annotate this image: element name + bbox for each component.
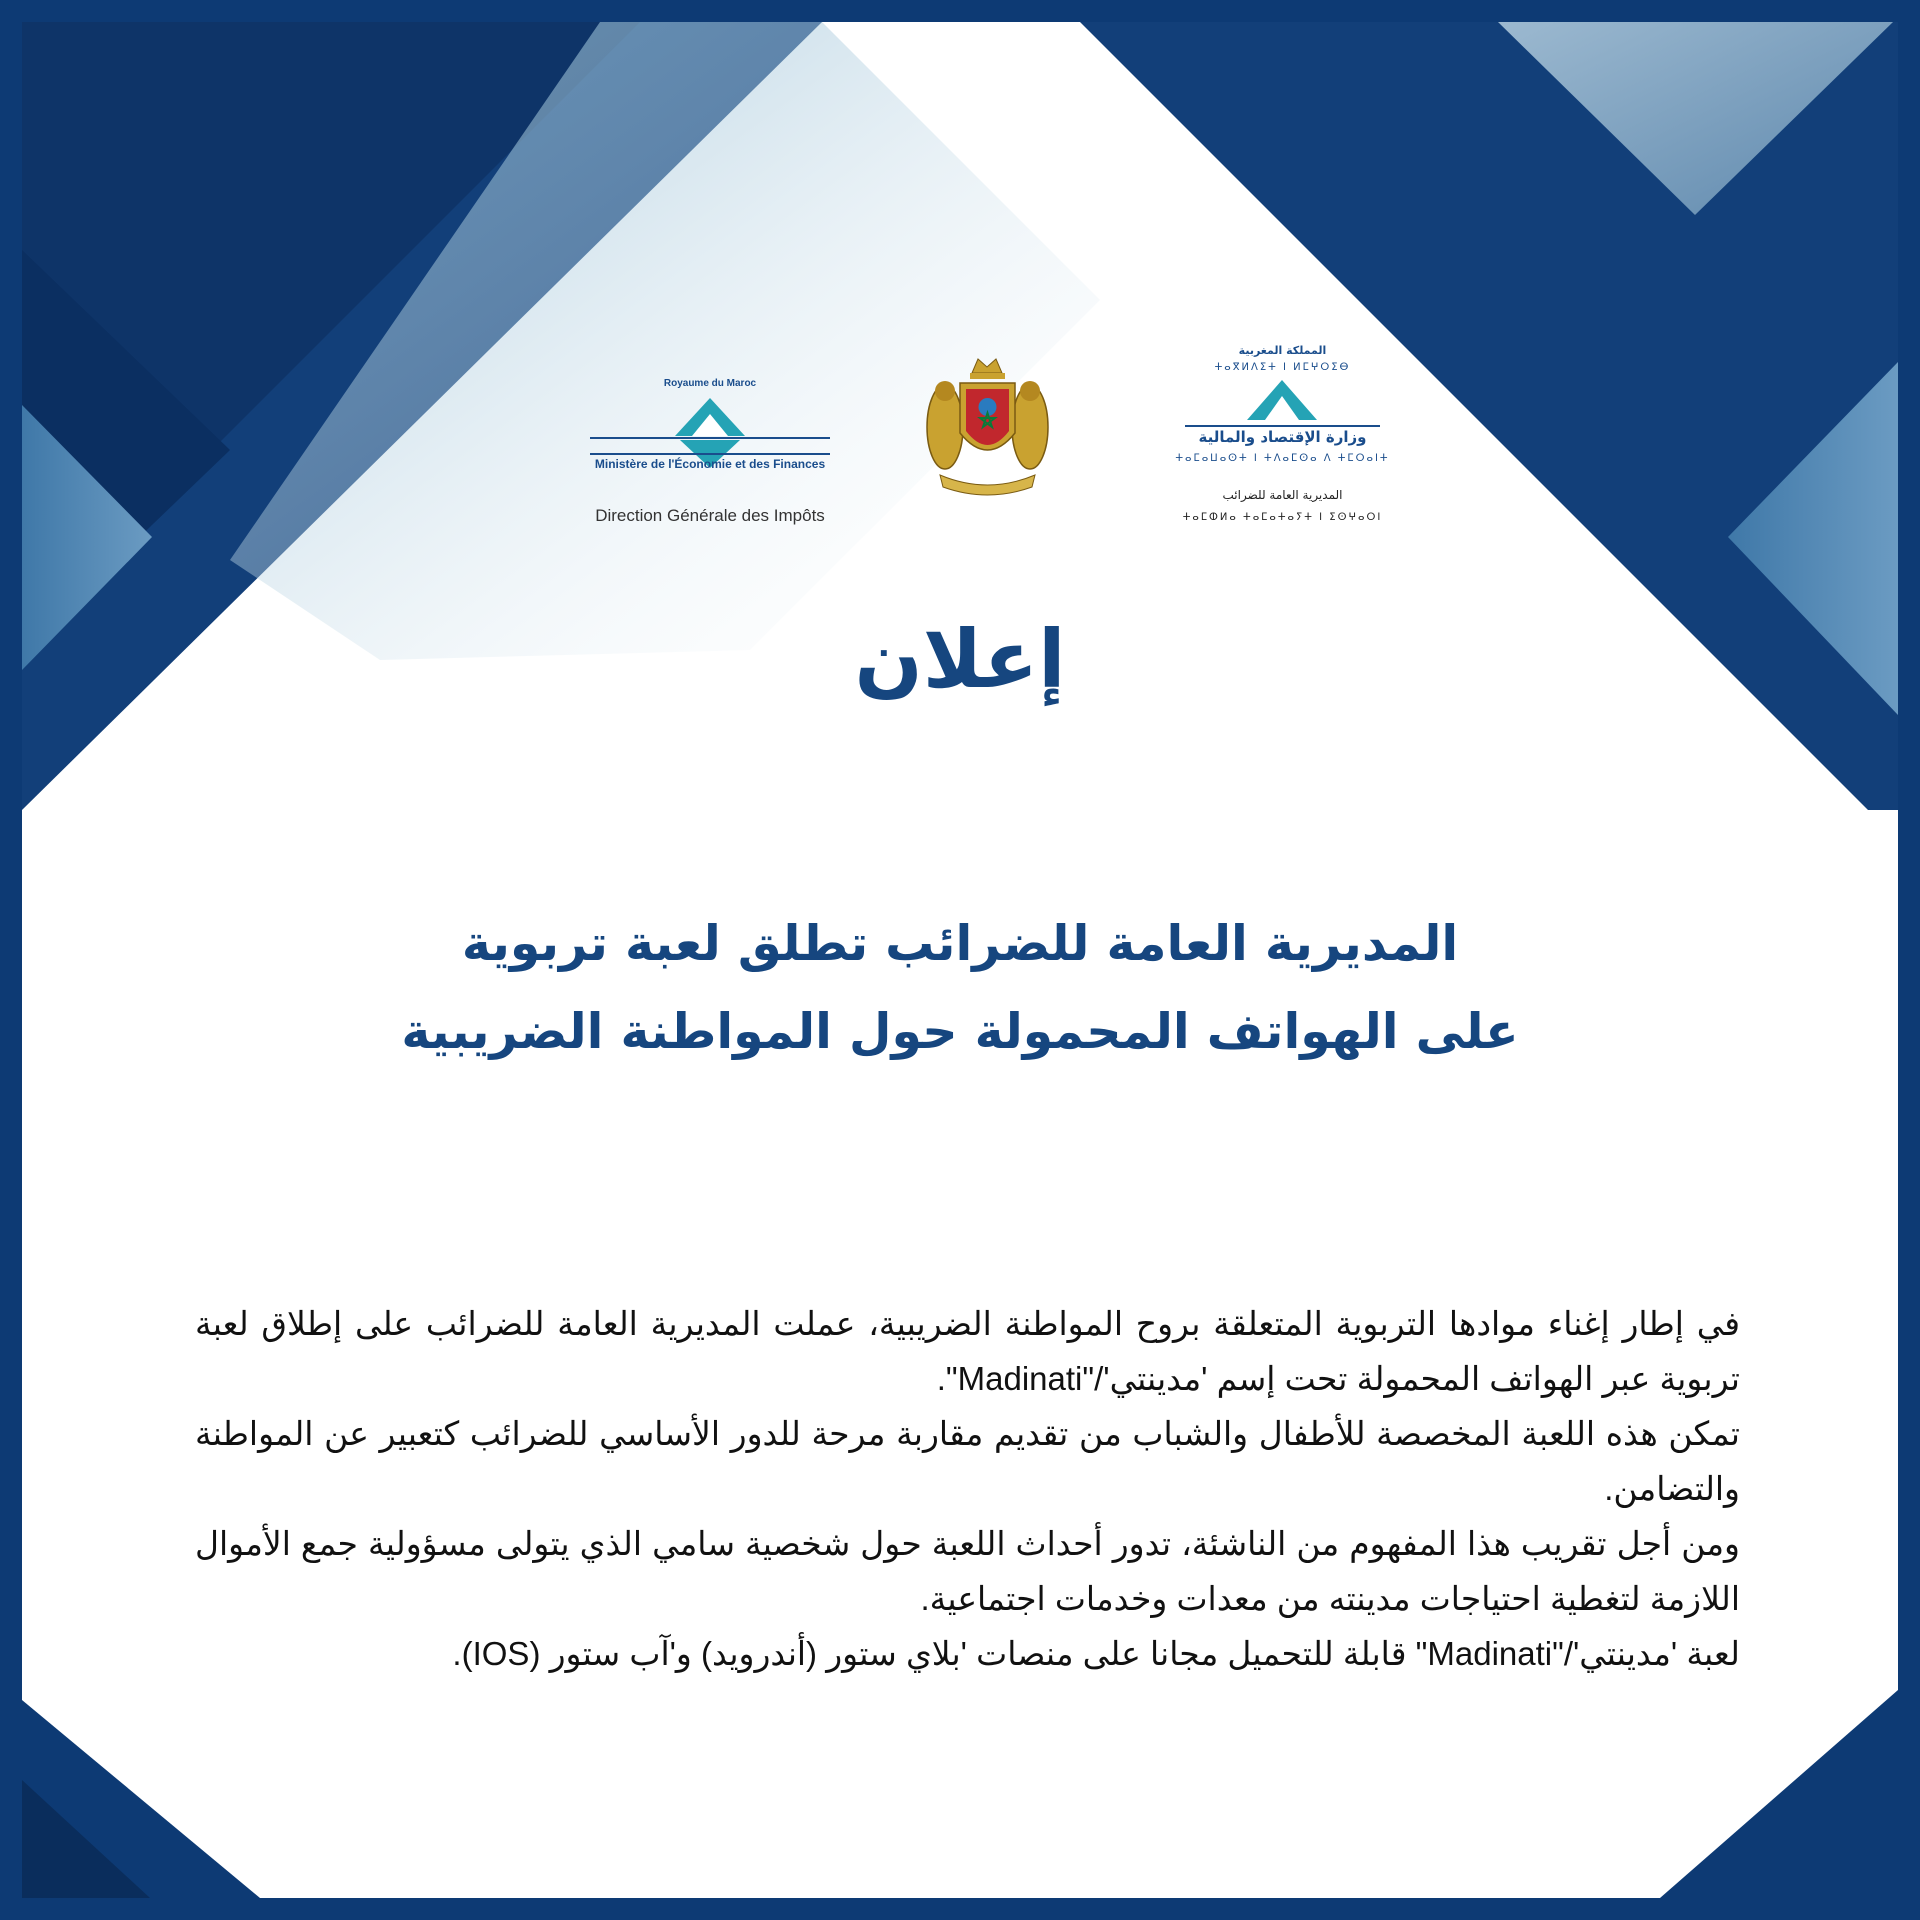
body-paragraph-3: ومن أجل تقريب هذا المفهوم من الناشئة، تدور أحداث اللعبة حول شخصية سامي الذي يتولى مسؤولية جمع الأموال اللازمة لتغطية احتياجات مدينته من معدات وخدمات اجتماعية. xyxy=(195,1525,1740,1617)
ministry-kingdom-tifinagh: ⵜⴰⴳⵍⴷⵉⵜ ⵏ ⵍⵎⵖⵔⵉⴱ xyxy=(1214,362,1351,373)
body-paragraph-2: تمكن هذه اللعبة المخصصة للأطفال والشباب من تقديم مقاربة مرحة للدور الأساسي للضرائب كتعبير عن المواطنة والتضامن. xyxy=(195,1415,1740,1507)
directorate-ar: المديرية العامة للضرائب xyxy=(1222,488,1343,502)
dgi-kingdom-label: Royaume du Maroc xyxy=(663,378,757,389)
moroccan-coat-of-arms-icon xyxy=(920,355,1055,500)
coat-of-arms xyxy=(920,355,1055,500)
directorate-tifinagh: ⵜⴰⵎⵀⵍⴰ ⵜⴰⵎⴰⵜⴰⵢⵜ ⵏ ⵉⵙⵖⴰⵔⵏ xyxy=(1182,512,1383,523)
body-paragraph-1: في إطار إغناء موادها التربوية المتعلقة بروح المواطنة الضريبية، عملت المديرية العامة للضرائب على إطلاق لعبة تربوية عبر الهواتف المحمولة تحت إسم 'مدينتي'/"Madinati". xyxy=(195,1305,1740,1397)
announcement-title: إعلان xyxy=(854,613,1066,706)
dgi-ministry-label: Ministère de l'Économie et des Finances xyxy=(594,457,826,471)
ministry-emblem-icon xyxy=(1125,378,1440,433)
ministry-logo xyxy=(1125,340,1440,535)
dgi-logo xyxy=(560,374,860,534)
headline-line-1: المديرية العامة للضرائب تطلق لعبة تربوية xyxy=(461,915,1459,972)
ministry-name-tifinagh: ⵜⴰⵎⴰⵡⴰⵙⵜ ⵏ ⵜⴷⴰⵎⵙⴰ ⴷ ⵜⵎⵔⴰⵏⵜ xyxy=(1175,453,1390,464)
body-paragraph-4: لعبة 'مدينتي'/"Madinati" قابلة للتحميل مجانا على منصات 'بلاي ستور (أندرويد) و'آب ستور (IOS). xyxy=(452,1635,1740,1672)
ministry-name-ar: وزارة الإقتصاد والمالية xyxy=(1198,428,1367,446)
announcement-body xyxy=(195,1296,1740,1681)
headline xyxy=(300,900,1620,1076)
ministry-kingdom-ar: المملكة المغربية xyxy=(1238,344,1327,357)
headline-line-2: على الهواتف المحمولة حول المواطنة الضريبية xyxy=(401,1003,1519,1060)
dgi-caption: Direction Générale des Impôts xyxy=(595,506,825,525)
